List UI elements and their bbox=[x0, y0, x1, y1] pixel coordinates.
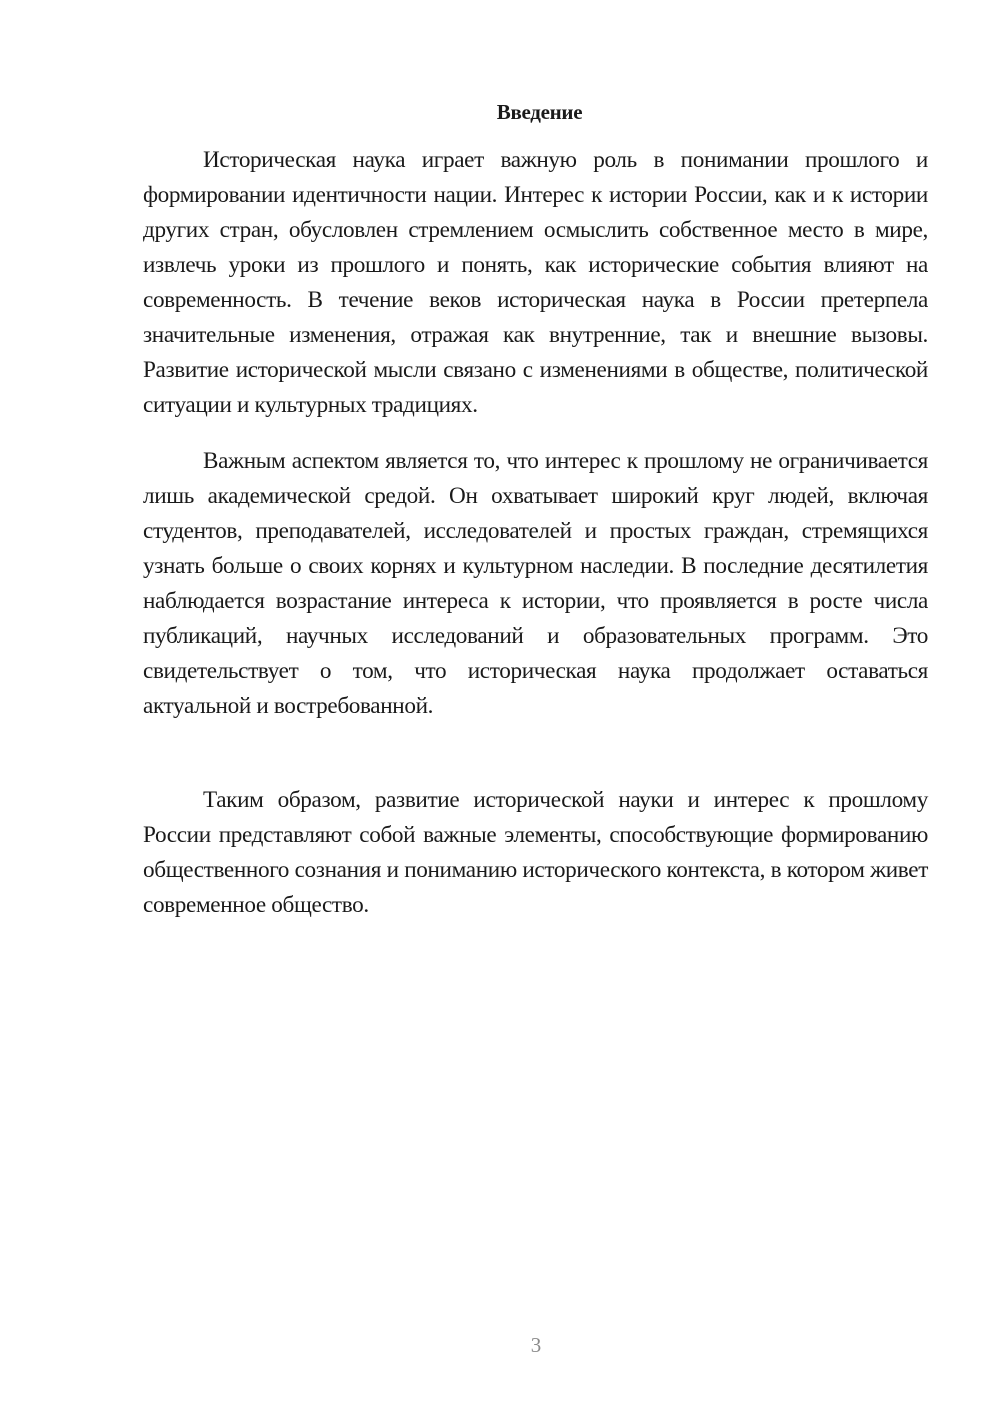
section-heading: Введение bbox=[496, 100, 583, 124]
paragraph-2: Важным аспектом является то, что интерес к прошлому не ограничивается лишь академической средой. Он охватывает широкий круг людей, включая студентов, преподавателей, исследователей и простых граждан, стремящихся узнать больше о своих корнях и культурном наследии. В последние десятилетия наблюдается возрастание интереса к истории, что проявляется в росте числа публикаций, научных исследований и образовательных программ. Это свидетельствует о том, что историческая наука продолжает оставаться актуальной и востребованной. bbox=[143, 448, 928, 719]
paragraph-1: Историческая наука играет важную роль в понимании прошлого и формировании идентичности нации. Интерес к истории России, как и к истории других стран, обусловлен стремлением осмыслить собственное место в мире, извлечь уроки из прошлого и понять, как исторические события влияют на современность. В течение веков историческая наука в России претерпела значительные изменения, отражая как внутренние, так и внешние вызовы. Развитие исторической мысли связано с изменениями в обществе, политической ситуации и культурных традициях. bbox=[143, 147, 928, 418]
page-number: 3 bbox=[530, 1333, 542, 1357]
paragraph-3: Таким образом, развитие исторической науки и интерес к прошлому России представляют собой важные элементы, способствующие формированию общественного сознания и пониманию исторического контекста, в котором живет современное общество. bbox=[143, 787, 928, 918]
